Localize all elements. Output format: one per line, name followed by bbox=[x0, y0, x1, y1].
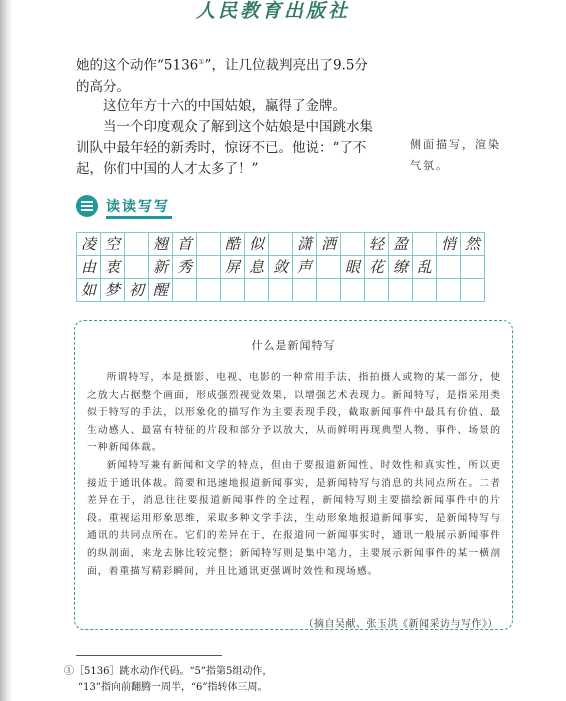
vocabulary-cell bbox=[461, 279, 485, 302]
vocabulary-cell bbox=[269, 233, 293, 256]
vocabulary-cell: 衷 bbox=[101, 256, 125, 279]
vocabulary-cell bbox=[197, 233, 221, 256]
info-box-source: （摘自吴献、张玉洪《新闻采访与写作》） bbox=[303, 619, 498, 630]
section-underline bbox=[106, 216, 172, 219]
vocabulary-cell: 乱 bbox=[413, 256, 437, 279]
paragraph-1-line-1: 她的这个动作“5136①”，让几位裁判亮出了9.5分 bbox=[76, 57, 368, 74]
vocabulary-cell bbox=[413, 279, 437, 302]
vocabulary-cell: 首 bbox=[173, 233, 197, 256]
footnote: ①［5136］跳水动作代码。“5”指第5组动作， “13”指向前翻腾一周半，“6”指转体三周。 bbox=[64, 666, 273, 693]
vocabulary-cell bbox=[389, 279, 413, 302]
vocabulary-cell bbox=[437, 256, 461, 279]
vocabulary-cell bbox=[245, 279, 269, 302]
vocabulary-cell bbox=[341, 279, 365, 302]
vocabulary-cell bbox=[317, 279, 341, 302]
vocabulary-cell: 然 bbox=[461, 233, 485, 256]
vocabulary-cell: 空 bbox=[101, 233, 125, 256]
vocabulary-cell: 醒 bbox=[149, 279, 173, 302]
vocabulary-cell bbox=[221, 279, 245, 302]
vocabulary-cell bbox=[341, 233, 365, 256]
vocabulary-cell bbox=[197, 279, 221, 302]
info-box bbox=[74, 320, 513, 630]
vocabulary-row bbox=[77, 233, 485, 256]
vocabulary-cell: 初 bbox=[125, 279, 149, 302]
vocabulary-cell: 声 bbox=[293, 256, 317, 279]
vocabulary-cell: 翘 bbox=[149, 233, 173, 256]
vocabulary-cell: 凌 bbox=[77, 233, 101, 256]
vocabulary-cell: 洒 bbox=[317, 233, 341, 256]
page-gutter-shadow bbox=[0, 0, 12, 701]
vocabulary-cell: 由 bbox=[77, 256, 101, 279]
vocabulary-cell: 敛 bbox=[269, 256, 293, 279]
paragraph-3-line-1: 当一个印度观众了解到这个姑娘是中国跳水集 bbox=[103, 119, 373, 135]
paragraph-1-line-2: 的高分。 bbox=[76, 78, 130, 95]
vocabulary-cell: 眼 bbox=[341, 256, 365, 279]
paragraph-3 bbox=[76, 117, 376, 180]
vocabulary-cell: 缭 bbox=[389, 256, 413, 279]
vocabulary-cell: 似 bbox=[245, 233, 269, 256]
footnote-marker: ① bbox=[198, 58, 205, 66]
vocabulary-cell bbox=[461, 256, 485, 279]
vocabulary-grid bbox=[76, 232, 485, 302]
paragraph-1 bbox=[76, 52, 376, 98]
vocabulary-cell bbox=[437, 279, 461, 302]
list-lines-icon bbox=[76, 195, 98, 217]
vocabulary-cell bbox=[365, 279, 389, 302]
vocabulary-cell: 潇 bbox=[293, 233, 317, 256]
vocabulary-row bbox=[77, 279, 485, 302]
vocabulary-row bbox=[77, 256, 485, 279]
info-box-title: 什么是新闻特写 bbox=[251, 339, 336, 352]
vocabulary-cell bbox=[197, 256, 221, 279]
vocabulary-cell: 屏 bbox=[221, 256, 245, 279]
margin-annotation: 侧面描写，渲染 气氛。 bbox=[410, 138, 501, 172]
paragraph-3-line-2: 训队中最年轻的新秀时，惊讶不已。他说：“了不 bbox=[76, 140, 367, 156]
vocabulary-cell: 息 bbox=[245, 256, 269, 279]
vocabulary-cell: 轻 bbox=[365, 233, 389, 256]
vocabulary-cell: 酷 bbox=[221, 233, 245, 256]
vocabulary-cell: 盈 bbox=[389, 233, 413, 256]
vocabulary-cell: 悄 bbox=[437, 233, 461, 256]
vocabulary-cell: 如 bbox=[77, 279, 101, 302]
vocabulary-cell bbox=[125, 233, 149, 256]
paragraph-3-line-3: 起，你们中国的人才太多了！” bbox=[76, 161, 259, 177]
vocabulary-cell: 新 bbox=[149, 256, 173, 279]
vocabulary-cell: 秀 bbox=[173, 256, 197, 279]
section-title: 读读写写 bbox=[106, 199, 170, 215]
vocabulary-cell: 梦 bbox=[101, 279, 125, 302]
vocabulary-cell bbox=[173, 279, 197, 302]
publisher-header: 人民教育出版社 bbox=[196, 0, 351, 22]
footnote-divider bbox=[76, 655, 222, 656]
vocabulary-cell bbox=[317, 256, 341, 279]
vocabulary-cell bbox=[125, 256, 149, 279]
info-box-paragraph: 所谓特写，本是摄影、电视、电影的一种常用手法，指拍摄人或物的某一部分，使之放大占据整个画面，形成强烈视觉效果，以增强艺术表现力。新闻特写，是指采用类似于特写的手法，以形象化的描写作为主要表现手段，截取新闻事件中最具有价值、最生动感人、最富有特征的片段和部分予以放大，从而鲜明再现典型人物、事件、场景的一种新闻体裁。 bbox=[87, 372, 501, 454]
info-box-paragraph: 新闻特写兼有新闻和文学的特点，但由于要报道新闻性、时效性和真实性，所以更接近于通讯体裁。简要和迅速地报道新闻事实，是新闻特写与消息的共同点所在。二者差异在于，消息往往要报道新闻事件的全过程，新闻特写则主要描绘新闻事件中的片段。重视运用形象思维，采取多种文学手法，生动形象地报道新闻事实，是新闻特写与通讯的共同点所在。它们的差异在于，在报道同一新闻事实时，通讯一般展示新闻事件的纵剖面，来龙去脉比较完整；新闻特写则是集中笔力，主要展示新闻事件的某一横剖面，着重描写精彩瞬间，并且比通讯更强调时效性和现场感。 bbox=[87, 460, 501, 577]
vocabulary-cell bbox=[293, 279, 317, 302]
vocabulary-cell bbox=[269, 279, 293, 302]
vocabulary-cell bbox=[413, 233, 437, 256]
paragraph-2: 这位年方十六的中国姑娘，赢得了金牌。 bbox=[103, 98, 346, 114]
vocabulary-cell: 花 bbox=[365, 256, 389, 279]
